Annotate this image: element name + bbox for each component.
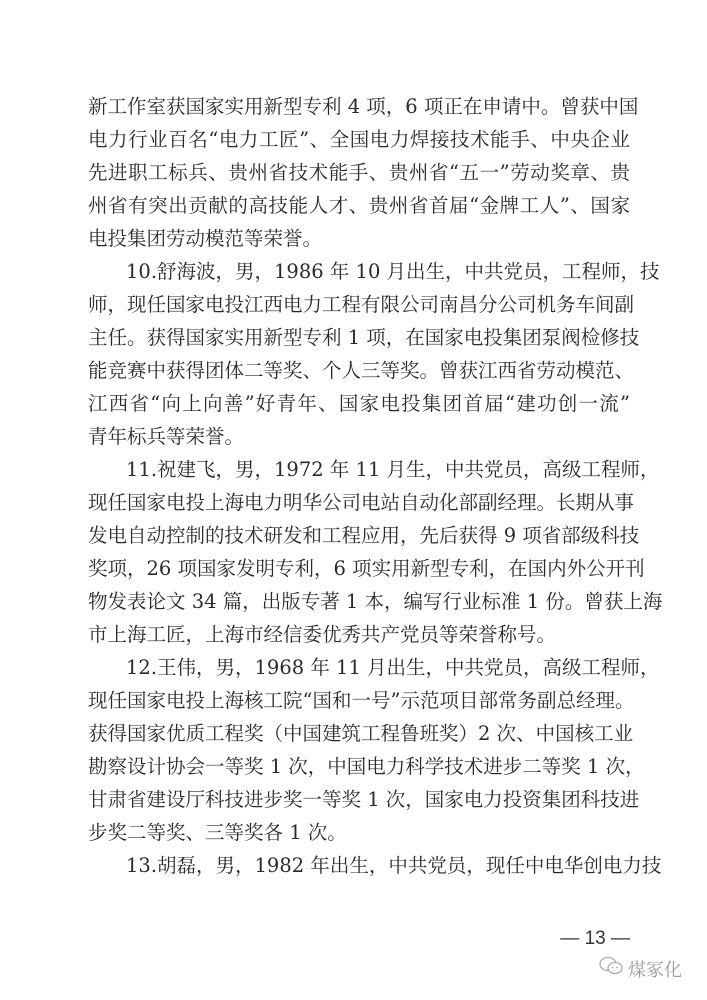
text-line: 发电自动控制的技术研发和工程应用，先后获得 9 项省部级科技: [88, 524, 640, 547]
text-line: 新工作室获国家实用新型专利 4 项，6 项正在申请中。曾获中国: [88, 95, 639, 118]
watermark: [598, 955, 682, 982]
text-line: 江西省“向上向善”好青年、国家电投集团首届“建功创一流”: [88, 392, 630, 415]
text-line: 青年标兵等荣誉。: [88, 425, 245, 448]
text-line: 主任。获得国家实用新型专利 1 项，在国家电投集团泵阀检修技: [88, 326, 640, 349]
text-line: 勘察设计协会一等奖 1 次，中国电力科学技术进步二等奖 1 次，: [88, 755, 645, 778]
text-line: 师，现任国家电投江西电力工程有限公司南昌分公司机务车间副: [88, 293, 635, 316]
text-line: 电力行业百名“电力工匠”、全国电力焊接技术能手、中央企业: [88, 128, 630, 151]
text-line: 获得国家优质工程奖（中国建筑工程鲁班奖）2 次、中国核工业: [88, 722, 634, 745]
watermark-text: 煤冢化: [628, 959, 682, 981]
wechat-icon: [598, 955, 624, 982]
text-line: 11.祝建飞，男，1972 年 11 月生，中共党员，高级工程师，: [126, 458, 660, 481]
text-line: 10.舒海波，男，1986 年 10 月出生，中共党员，工程师，技: [126, 260, 660, 283]
text-line: 先进职工标兵、贵州省技术能手、贵州省“五一”劳动奖章、贵: [88, 161, 630, 184]
document-body: [88, 90, 663, 882]
text-line: 电投集团劳动模范等荣誉。: [88, 227, 323, 250]
text-line: 步奖二等奖、三等奖各 1 次。: [88, 821, 347, 844]
page-number: — 13 —: [560, 928, 630, 949]
text-line: 12.王伟，男，1968 年 11 月出生，中共党员，高级工程师，: [126, 656, 660, 679]
text-line: 市上海工匠，上海市经信委优秀共产党员等荣誉称号。: [88, 623, 557, 646]
text-line: 13.胡磊，男，1982 年出生，中共党员，现任中电华创电力技: [126, 854, 662, 877]
text-line: 物发表论文 34 篇，出版专著 1 本，编写行业标准 1 份。曾获上海: [88, 590, 663, 613]
text-line: 现任国家电投上海电力明华公司电站自动化部副经理。长期从事: [88, 491, 635, 514]
text-line: 现任国家电投上海核工院“国和一号”示范项目部常务副总经理。: [88, 689, 635, 712]
text-line: 能竞赛中获得团体二等奖、个人三等奖。曾获江西省劳动模范、: [88, 359, 635, 382]
text-line: 奖项，26 项国家发明专利，6 项实用新型专利，在国内外公开刊: [88, 557, 645, 580]
text-line: 甘肃省建设厅科技进步奖一等奖 1 次，国家电力投资集团科技进: [88, 788, 640, 811]
text-line: 州省有突出贡献的高技能人才、贵州省首届“金牌工人”、国家: [88, 194, 630, 217]
